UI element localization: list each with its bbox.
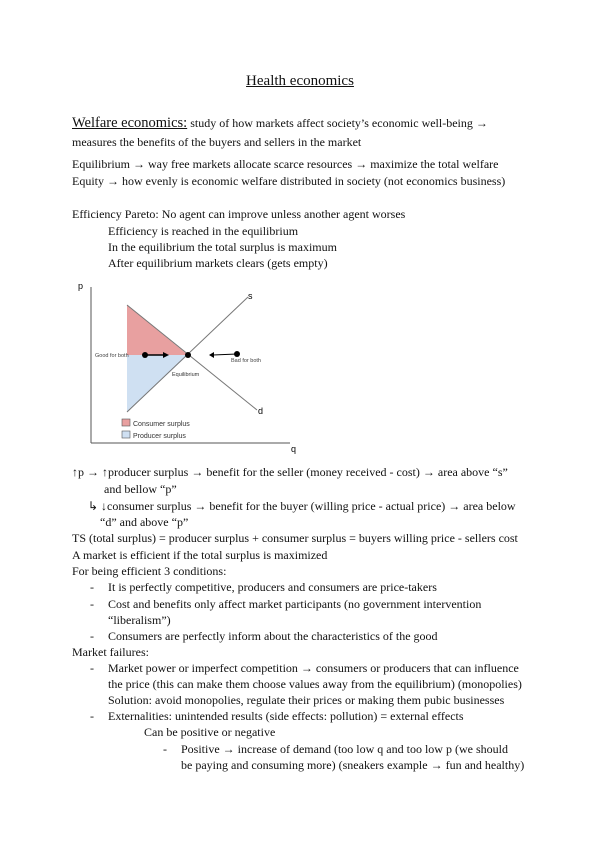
- condition-item: It is perfectly competitive, producers and consumers are price-takers: [108, 580, 437, 594]
- intro-text-2: measures the benefits of the buyers and sellers in the market: [72, 135, 362, 149]
- y-axis-label: p: [78, 281, 84, 291]
- definition-equity: Equity → how evenly is economic welfare distributed in society (not economics business): [72, 174, 506, 188]
- condition-item: Cost and benefits only affect market participants (no government intervention: [108, 597, 482, 611]
- producer-legend-label: Producer surplus: [133, 433, 186, 440]
- bullet-dash: -: [90, 597, 94, 611]
- externality-sub: Can be positive or negative: [144, 725, 276, 739]
- efficiency-sub: Efficiency is reached in the equilibrium: [108, 224, 299, 238]
- note-conditions-head: For being efficient 3 conditions:: [72, 564, 227, 578]
- bad-arrowhead: [209, 352, 214, 358]
- failure-item: Market power or imperfect competition → consumers or producers that can influence: [108, 661, 519, 675]
- consumer-legend-swatch: [122, 419, 130, 426]
- bullet-dash: -: [90, 709, 94, 723]
- equilibrium-point: [185, 352, 191, 358]
- bullet-dash: -: [90, 661, 94, 675]
- externality-positive: Positive → increase of demand (too low q and too low p (we should: [181, 742, 508, 756]
- note-failures-head: Market failures:: [72, 645, 149, 659]
- failure-item-cont: the price (this can make them choose values away from the equilibrium) (monopolies): [108, 677, 522, 691]
- section-heading: Welfare economics:: [72, 115, 188, 131]
- bad-arrow: [213, 354, 237, 355]
- note-producer: ↑p → ↑producer surplus → benefit for the seller (money received - cost) → area above “s”: [72, 465, 508, 479]
- x-axis-label: q: [291, 444, 297, 454]
- bad-for-both-label: Bad for both: [231, 358, 261, 364]
- equilibrium-label: Equilibrium: [172, 372, 200, 378]
- condition-item-cont: “liberalism”): [108, 613, 171, 627]
- good-for-both-label: Good for both: [95, 353, 129, 359]
- intro-text: study of how markets affect society’s economic well-being →: [190, 116, 488, 130]
- demand-label: d: [258, 406, 264, 416]
- note-consumer-cont: “d” and above “p”: [100, 515, 189, 529]
- failure-item: Externalities: unintended results (side effects: pollution) = external effects: [108, 709, 464, 723]
- supply-label: s: [248, 291, 253, 301]
- note-consumer: ↳ ↓consumer surplus → benefit for the buyer (willing price - actual price) → area below: [88, 499, 516, 513]
- failure-solution: Solution: avoid monopolies, regulate their prices or making them pubic businesses: [108, 693, 505, 707]
- bullet-dash: -: [90, 629, 94, 643]
- efficiency-sub: After equilibrium markets clears (gets empty): [108, 256, 328, 270]
- externality-positive-cont: be paying and consuming more) (sneakers example → fun and healthy): [181, 758, 525, 772]
- consumer-legend-label: Consumer surplus: [133, 421, 190, 428]
- efficiency-sub: In the equilibrium the total surplus is maximum: [108, 240, 337, 254]
- bullet-dash: -: [163, 742, 167, 756]
- definition-equilibrium: Equilibrium → way free markets allocate scarce resources → maximize the total welfare: [72, 157, 499, 171]
- note-total-surplus: TS (total surplus) = producer surplus + consumer surplus = buyers willing price - sellers cost: [72, 531, 518, 545]
- note-producer-cont: and bellow “p”: [104, 482, 177, 496]
- page-title: Health economics: [246, 73, 354, 89]
- condition-item: Consumers are perfectly inform about the characteristics of the good: [108, 629, 438, 643]
- note-efficient: A market is efficient if the total surplus is maximized: [72, 548, 328, 562]
- bullet-dash: -: [90, 580, 94, 594]
- efficiency-pareto: Efficiency Pareto: No agent can improve unless another agent worses: [72, 207, 406, 221]
- producer-legend-swatch: [122, 431, 130, 438]
